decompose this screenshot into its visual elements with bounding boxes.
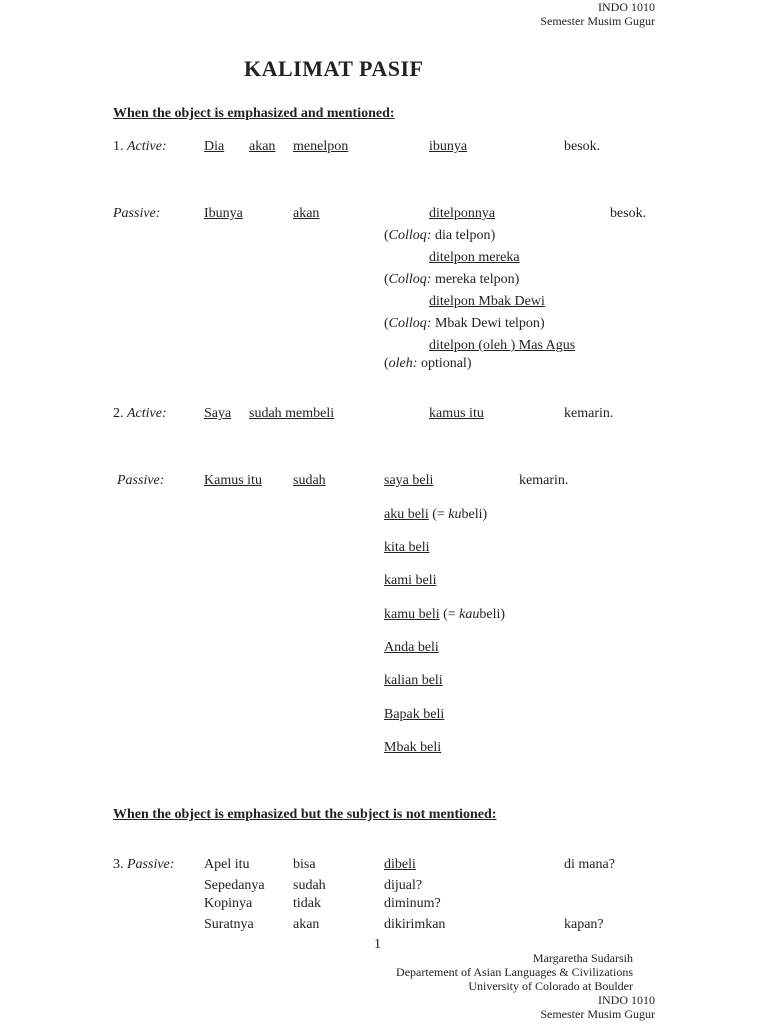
ex1-passive-label: Passive:	[113, 206, 161, 221]
ex1-active-word: menelpon	[293, 139, 349, 154]
oleh-note: (oleh: optional)	[384, 356, 472, 371]
ex2-passive-aux: sudah	[293, 473, 326, 488]
ex3-verb: diminum?	[384, 896, 441, 911]
ex3-verb: dikirimkan	[384, 917, 446, 932]
page-number: 1	[374, 937, 381, 952]
alt-passive-form: ditelpon mereka	[429, 250, 520, 265]
ex1-active-word: besok.	[564, 139, 601, 154]
colloq-note: (Colloq: Mbak Dewi telpon)	[384, 316, 545, 331]
alt-passive-form: aku beli (= kubeli)	[384, 507, 488, 522]
alt-passive-form: kami beli	[384, 573, 437, 588]
ex2-active-label: Active:	[127, 406, 167, 421]
section1-heading: When the object is emphasized and mentioned:	[113, 106, 395, 121]
header-course: INDO 1010	[598, 0, 655, 14]
ex1-active-word: Dia	[204, 139, 225, 154]
ex1-number: 1. Active:	[113, 139, 167, 154]
ex3-subject: Sepedanya	[204, 878, 265, 893]
alt-passive-form: ditelpon (oleh ) Mas Agus	[429, 338, 576, 353]
alt-passive-form: Bapak beli	[384, 707, 445, 722]
alt-passive-form: Mbak beli	[384, 740, 442, 755]
section2-heading: When the object is emphasized but the subject is not mentioned:	[113, 807, 497, 822]
ex2-active-word: sudah membeli	[249, 406, 335, 421]
ex2-passive-subject: Kamus itu	[204, 473, 262, 488]
alt-passive-form: kalian beli	[384, 673, 443, 688]
colloq-note: (Colloq: mereka telpon)	[384, 272, 520, 287]
ex3-number: 3. Passive:	[113, 857, 175, 872]
ex2-active-word: Saya	[204, 406, 232, 421]
ex3-verb: dijual?	[384, 878, 423, 893]
alt-passive-form: kita beli	[384, 540, 430, 555]
footer-university: University of Colorado at Boulder	[468, 979, 633, 993]
footer-author: Margaretha Sudarsih	[532, 951, 633, 965]
alt-passive-form: ditelpon Mbak Dewi	[429, 294, 545, 309]
footer-department: Departement of Asian Languages & Civilizations	[396, 965, 633, 979]
ex1-passive-verb: ditelponnya	[429, 206, 496, 221]
ex3-aux: akan	[293, 917, 320, 932]
ex1-active-word: akan	[249, 139, 276, 154]
ex1-passive-time: besok.	[610, 206, 647, 221]
ex3-aux: bisa	[293, 857, 316, 872]
colloq-note: (Colloq: dia telpon)	[384, 228, 496, 243]
ex1-active-word: ibunya	[429, 139, 468, 154]
ex2-number: 2. Active:	[113, 406, 167, 421]
ex3-passive-label: Passive:	[127, 857, 175, 872]
ex3-subject: Suratnya	[204, 917, 254, 932]
ex3-tail: kapan?	[564, 917, 604, 932]
header-semester: Semester Musim Gugur	[540, 14, 655, 28]
ex3-tail: di mana?	[564, 857, 615, 872]
ex1-passive-subject: Ibunya	[204, 206, 243, 221]
alt-passive-form: kamu beli (= kaubeli)	[384, 607, 506, 622]
footer-course: INDO 1010	[598, 993, 655, 1007]
ex3-subject: Kopinya	[204, 896, 253, 911]
ex3-aux: tidak	[293, 896, 321, 911]
ex2-active-word: kamus itu	[429, 406, 484, 421]
ex2-active-word: kemarin.	[564, 406, 614, 421]
ex2-passive-label: Passive:	[117, 473, 165, 488]
ex1-passive-aux: akan	[293, 206, 320, 221]
footer-semester: Semester Musim Gugur	[540, 1007, 655, 1021]
ex2-passive-time: kemarin.	[519, 473, 569, 488]
ex2-passive-verb: saya beli	[384, 473, 434, 488]
ex1-active-label: Active:	[127, 139, 167, 154]
ex3-subject: Apel itu	[204, 857, 250, 872]
ex3-aux: sudah	[293, 878, 326, 893]
page-title: KALIMAT PASIF	[244, 56, 424, 81]
alt-passive-form: Anda beli	[384, 640, 439, 655]
ex3-verb: dibeli	[384, 857, 416, 872]
